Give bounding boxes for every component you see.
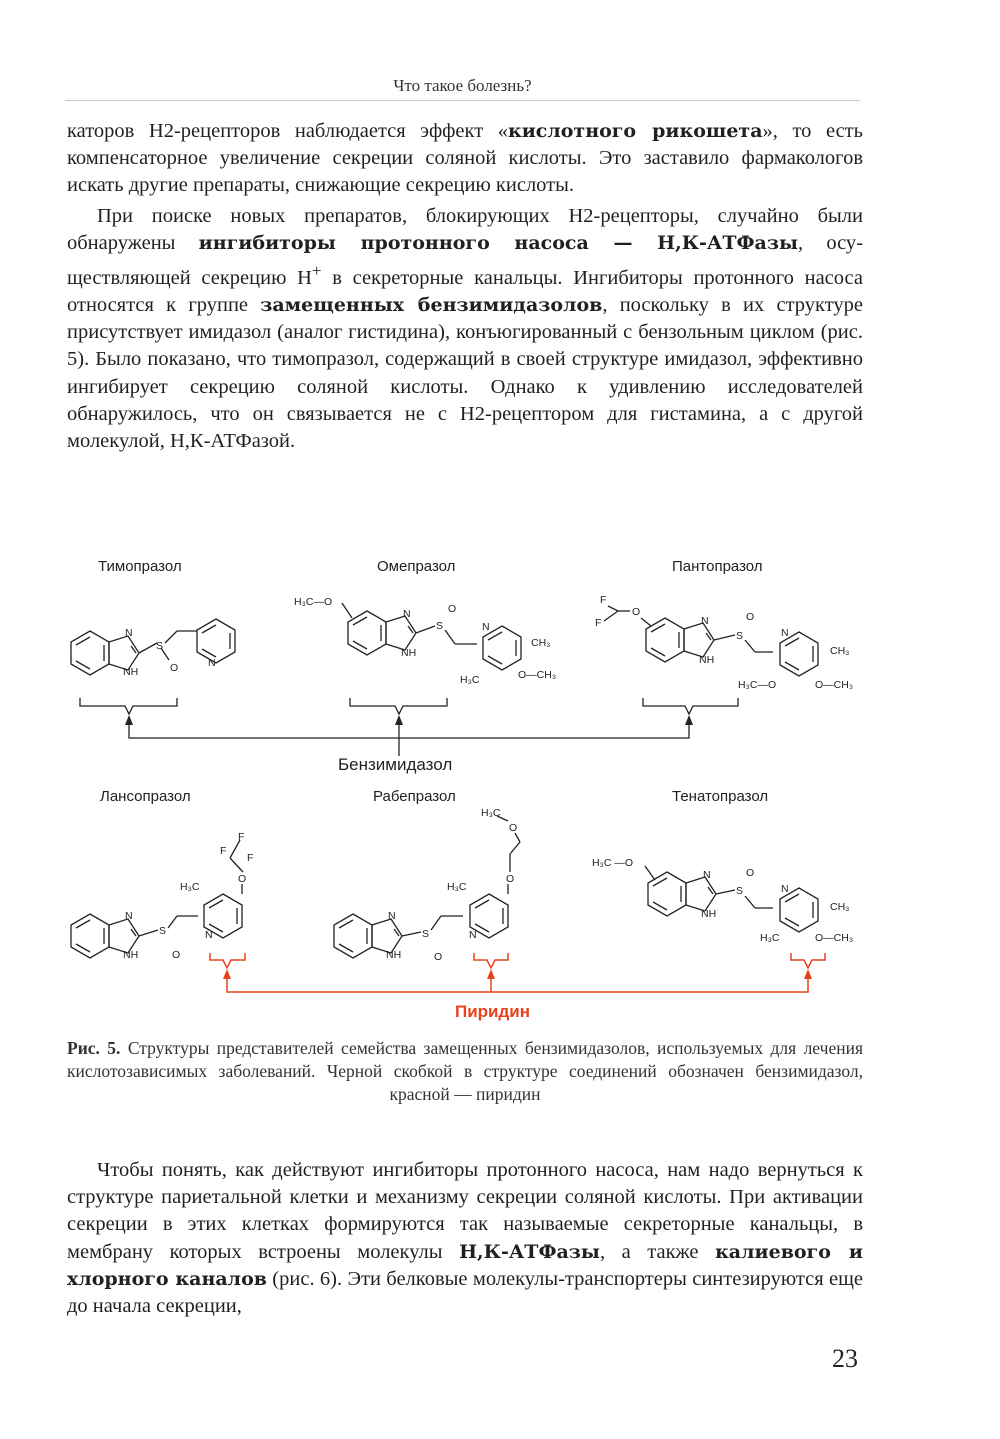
text-block-bottom <box>67 1157 863 1320</box>
atom-label: O <box>509 822 518 834</box>
benzimidazole-bracket <box>643 698 738 714</box>
structure-pantoprazole <box>595 594 853 714</box>
atom-label: NH <box>701 908 717 920</box>
atom-label: O <box>238 873 247 885</box>
atom-label: N <box>781 883 789 895</box>
benzimidazole-bracket <box>350 698 447 714</box>
atom-label: F <box>595 617 602 629</box>
atom-label: NH <box>699 654 715 666</box>
bold-term: калиевого и хлорного каналов <box>67 1240 864 1290</box>
atom-label: H₃C—O <box>738 679 777 691</box>
figure-caption <box>67 1037 863 1106</box>
atom-label: O <box>746 611 755 623</box>
label-lansoprazole: Лансопразол <box>100 788 191 805</box>
pyridine-connector <box>210 953 825 992</box>
atom-label: F <box>600 594 607 606</box>
atom-label: CH₃ <box>830 901 850 913</box>
benzimidazole-connector <box>125 715 693 756</box>
atom-label: N <box>388 910 396 922</box>
atom-label: N <box>125 910 133 922</box>
text-run: Чтобы понять, как действуют ингибиторы протонного насоса, нам надо вернуться к структуре париетальной клетки и механизму секреции соляной кислоты. При активации секреции в этих клетках формируются так называемые секреторные канальцы, в мембрану которых встроены молекулы <box>67 1159 863 1263</box>
atom-label: F <box>238 831 245 843</box>
atom-label: S <box>159 925 167 937</box>
atom-label: O—CH₃ <box>518 669 557 681</box>
atom-label: NH <box>386 949 402 961</box>
atom-label: N <box>469 929 477 941</box>
figure-5 <box>55 548 885 1028</box>
atom-label: N <box>482 621 490 633</box>
text-run: , осуществляющей секрецию Н <box>67 231 864 289</box>
atom-label: O <box>448 603 457 615</box>
atom-label: O <box>632 606 641 618</box>
atom-label: S <box>436 620 444 632</box>
text-run: каторов Н2-рецепторов наблюдается эффект « <box>67 120 508 142</box>
atom-label: O <box>506 873 515 885</box>
atom-label: S <box>422 928 430 940</box>
bold-term: замещенных бензимидазолов <box>260 294 603 317</box>
atom-label: O <box>746 867 755 879</box>
label-rabeprazole: Рабепразол <box>373 788 456 805</box>
atom-label: O—CH₃ <box>815 679 854 691</box>
atom-label: NH <box>123 666 139 678</box>
atom-label: CH₃ <box>830 645 850 657</box>
atom-label: N <box>403 608 411 620</box>
label-timoprazole: Тимопразол <box>98 558 182 575</box>
text-block-top <box>67 118 863 455</box>
label-omeprazole: Омепразол <box>377 558 456 575</box>
atom-label: O—CH₃ <box>815 932 854 944</box>
atom-label: N <box>701 615 709 627</box>
atom-label: H₃C <box>460 674 480 686</box>
atom-label: N <box>125 627 133 639</box>
bold-term: ингибиторы протонного насоса — Н,К-АТФазы <box>198 231 799 254</box>
bold-term: Н,К-АТФазы <box>459 1240 600 1263</box>
pyridine-label: Пиридин <box>455 1002 531 1021</box>
atom-label: H₃C <box>447 881 467 893</box>
benzimidazole-bracket <box>80 698 177 714</box>
atom-label: S <box>736 885 744 897</box>
header-rule <box>65 100 860 101</box>
atom-label: NH <box>123 949 139 961</box>
atom-label: CH₃ <box>531 637 551 649</box>
page-number: 23 <box>832 1344 858 1373</box>
structure-tenatoprazole <box>592 857 853 944</box>
atom-label: O <box>172 949 181 961</box>
text-run: », то есть компенсаторное увеличение секреции соляной кислоты. Это заставило фармакологов искать другие препараты, снижающие секрецию кислоты. <box>67 120 863 197</box>
structure-rabeprazole <box>334 807 520 963</box>
atom-label: NH <box>401 647 417 659</box>
atom-label: F <box>220 845 227 857</box>
atom-label: S <box>736 630 744 642</box>
running-title: Что такое болезнь? <box>393 76 532 95</box>
atom-label: H₃C <box>180 881 200 893</box>
atom-label: N <box>208 657 216 669</box>
caption-label: Рис. 5. <box>67 1038 121 1058</box>
label-tenatoprazole: Тенатопразол <box>672 788 769 805</box>
structure-timoprazole <box>71 619 235 714</box>
text-run: , поскольку в их структуре присутствует имидазол (аналог гистидина), конъюгированный с бензольным циклом (рис. 5). Было показано, что тимопразол, содержащий в своей структуре имидазол, эффективно ингибирует секрецию соляной кислоты. Однако к удивлению исследователей обнаружилось, что он связывается не с Н2-рецептором для гистамина, а с другой молекулой, Н,К-АТФазой. <box>67 294 863 453</box>
text-run: , а также <box>599 1240 716 1263</box>
structure-lansoprazole <box>71 831 253 961</box>
benzimidazole-label: Бензимидазол <box>338 755 453 774</box>
benzimidazole-structures-diagram <box>55 548 885 1028</box>
atom-label: H₃C <box>760 932 780 944</box>
superscript: + <box>311 261 322 281</box>
paragraph-2 <box>67 203 863 456</box>
label-pantoprazole: Пантопразол <box>672 558 763 575</box>
atom-label: F <box>247 852 254 864</box>
atom-label: H₃C —O <box>592 857 634 869</box>
atom-label: N <box>781 627 789 639</box>
atom-label: O <box>434 951 443 963</box>
atom-label: H₃C <box>481 807 501 819</box>
atom-label: H₃C—O <box>294 596 333 608</box>
structure-omeprazole <box>294 596 556 714</box>
paragraph-3 <box>67 1157 863 1320</box>
atom-label: S <box>156 640 164 652</box>
text-run: (рис. 6). Эти белковые молекулы-транспортеры синтезируются еще до начала секреции, <box>67 1267 863 1318</box>
caption-text: Структуры представителей семейства замещенных бензимидазолов, используемых для лечения кислотозависимых заболеваний. Черной скобкой в структуре соединений обозначен бензимидазол, красной — пиридин <box>67 1038 863 1104</box>
atom-label: O <box>170 662 179 674</box>
text-run: в секреторные канальцы. Ингибиторы протонного насоса относятся к группе <box>67 266 863 317</box>
atom-label: N <box>205 929 213 941</box>
paragraph-1 <box>67 118 863 200</box>
atom-label: N <box>703 869 711 881</box>
text-run: При поиске новых препаратов, блокирующих Н2-рецепторы, случайно были обнаружены <box>67 204 863 254</box>
pyridine-arrowheads <box>223 969 812 979</box>
bold-term: кислотного рикошета <box>507 120 763 142</box>
